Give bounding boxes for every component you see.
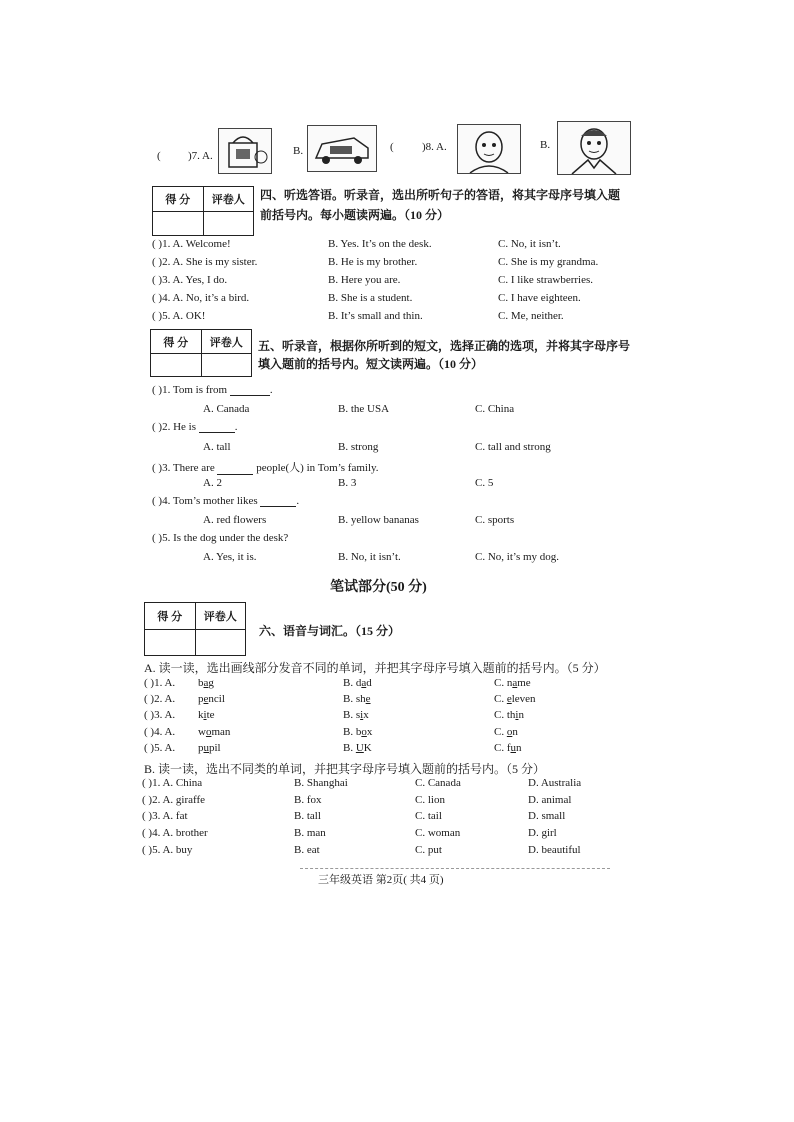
written-part-title: 笔试部分(50 分)	[330, 580, 427, 595]
partA-option-c	[494, 709, 524, 721]
partB-option-c: C. put	[415, 844, 442, 856]
q8-option-b-picture	[557, 121, 631, 175]
section5-q3-option-b: B. 3	[338, 477, 357, 489]
section4-option-b: B. He is my brother.	[328, 256, 418, 268]
underlined-letter: o	[506, 726, 513, 738]
young-man-face-icon	[558, 122, 630, 174]
section5-q2-option-b: B. strong	[338, 441, 379, 453]
underlined-letter: e	[365, 693, 371, 705]
partB-option-c: C. lion	[415, 794, 445, 806]
section6-title: 六、语音与词汇。（15 分）	[259, 624, 401, 638]
reviewer-label: 评卷人	[211, 194, 245, 206]
section5-q2-option-c: C. tall and strong	[475, 441, 551, 453]
underlined-letter: i	[515, 709, 519, 721]
word-part: p	[198, 693, 204, 705]
reviewer-cell[interactable]	[196, 630, 246, 656]
partA-option-a	[198, 693, 225, 705]
word-part: B. s	[343, 709, 361, 721]
partA-option-c	[494, 742, 522, 754]
partB-option-a: ( )3. A. fat	[142, 810, 188, 822]
underlined-letter: i	[360, 709, 364, 721]
score-label: 得 分	[145, 603, 196, 629]
partB-option-d: D. beautiful	[528, 844, 581, 856]
section5-q2-option-a: A. tall	[203, 441, 231, 453]
partB-option-b: B. Shanghai	[294, 777, 348, 789]
partA-option-a	[198, 677, 214, 689]
answer-blank[interactable]	[260, 506, 296, 507]
footer-divider	[300, 868, 610, 869]
word-part: p	[198, 742, 204, 754]
word-part: C.	[494, 726, 507, 738]
q7-paren: (	[157, 150, 161, 162]
partA-q-number: ( )5. A.	[144, 742, 176, 754]
section4-q-stem: ( )1. A. Welcome!	[152, 238, 231, 250]
partA-option-a	[198, 726, 230, 738]
section4-option-c: C. I have eighteen.	[498, 292, 581, 304]
partB-option-c: C. woman	[415, 827, 461, 839]
answer-blank[interactable]	[217, 474, 253, 475]
section5-q4-option-c: C. sports	[475, 514, 515, 526]
section5-q4-option-b: B. yellow bananas	[338, 514, 419, 526]
word-part: d	[366, 677, 372, 689]
partB-option-b: B. fox	[294, 794, 322, 806]
partA-option-b	[343, 726, 372, 738]
word-part: x	[363, 709, 369, 721]
section4-option-b: B. It’s small and thin.	[328, 310, 423, 322]
partA-option-b	[343, 742, 372, 754]
question-text: ( )1. Tom is from	[152, 384, 228, 396]
partA-option-b	[343, 677, 372, 689]
underlined-letter: a	[203, 677, 209, 689]
underlined-letter: u	[510, 742, 516, 754]
partB-option-a: ( )4. A. brother	[142, 827, 208, 839]
section5-q3-option-c: C. 5	[475, 477, 494, 489]
section4-q-stem: ( )4. A. No, it’s a bird.	[152, 292, 250, 304]
section4-title-line2: 前括号内。每小题读两遍。（10 分）	[260, 208, 450, 222]
word-part: B. b	[343, 726, 362, 738]
underlined-letter: U	[355, 742, 364, 754]
q7-b-label: B.	[293, 145, 304, 157]
q8-label: )8. A.	[422, 141, 447, 153]
question-text: ( )4. Tom’s mother likes	[152, 495, 258, 507]
grandpa-face-icon	[458, 125, 520, 173]
word-part: g	[208, 677, 214, 689]
section5-q5-option-c: C. No, it’s my dog.	[475, 551, 560, 563]
section4-option-c: C. No, it isn’t.	[498, 238, 561, 250]
partB-option-d: D. small	[528, 810, 566, 822]
reviewer-cell[interactable]	[204, 212, 254, 236]
partA-q-number: ( )4. A.	[144, 726, 176, 738]
partA-q-number: ( )1. A.	[144, 677, 176, 689]
word-part: C. f	[494, 742, 511, 754]
q7-label: )7. A.	[188, 150, 213, 162]
word-part: C. th	[494, 709, 516, 721]
partA-q-number: ( )3. A.	[144, 709, 176, 721]
partA-option-b	[343, 693, 371, 705]
word-part: leven	[511, 693, 536, 705]
q8-paren: (	[390, 141, 394, 153]
section5-q5-option-b: B. No, it isn’t.	[338, 551, 401, 563]
reviewer-label: 评卷人	[209, 336, 243, 349]
partB-option-b: B. man	[294, 827, 326, 839]
underlined-letter: a	[361, 677, 367, 689]
section5-question-5: ( )5. Is the dog under the desk?	[152, 532, 289, 544]
question-text: ( )2. He is	[152, 421, 196, 433]
partA-option-c	[494, 677, 531, 689]
word-part: n	[516, 742, 522, 754]
word-part: n	[518, 709, 524, 721]
partB-option-a: ( )5. A. buy	[142, 844, 193, 856]
section4-q-stem: ( )5. A. OK!	[152, 310, 206, 322]
underlined-letter: e	[203, 693, 209, 705]
word-part: me	[517, 677, 531, 689]
section6-partB-title: B. 读一读，选出不同类的单词，并把其字母序号填入题前的括号内。（5 分）	[144, 762, 546, 776]
word-part: B. sh	[343, 693, 366, 705]
word-part: te	[206, 709, 215, 721]
score-cell[interactable]	[153, 212, 204, 236]
score-cell[interactable]	[145, 630, 196, 656]
score-box-section4	[152, 186, 254, 236]
section5-title-line2: 填入题前的括号内。短文读两遍。（10 分）	[258, 357, 484, 371]
section4-option-c: C. I like strawberries.	[498, 274, 593, 286]
partA-option-c	[494, 693, 536, 705]
partA-q-number: ( )2. A.	[144, 693, 176, 705]
section5-title-line1: 五、听录音，根据你所听到的短文，选择正确的选项，并将其字母序号	[258, 339, 631, 353]
page-footer: 三年级英语 第2页( 共4 页)	[318, 874, 444, 886]
partA-option-b	[343, 709, 369, 721]
section5-q1-option-c: C. China	[475, 403, 515, 415]
partA-option-a	[198, 709, 215, 721]
section5-question-4: ( )4. Tom’s mother likes .	[152, 495, 300, 507]
partB-option-a: ( )2. A. giraffe	[142, 794, 206, 806]
reviewer-cell[interactable]	[202, 354, 252, 377]
partA-option-c	[494, 726, 518, 738]
section4-q-stem: ( )2. A. She is my sister.	[152, 256, 258, 268]
q8-b-label: B.	[540, 139, 551, 151]
partB-option-a: ( )1. A. China	[142, 777, 203, 789]
section4-option-c: C. She is my grandma.	[498, 256, 599, 268]
partB-option-b: B. tall	[294, 810, 321, 822]
partB-option-d: D. Australia	[528, 777, 582, 789]
section4-option-b: B. Here you are.	[328, 274, 401, 286]
word-part: K	[363, 742, 372, 754]
score-box-section5	[150, 329, 252, 377]
partB-option-c: C. Canada	[415, 777, 461, 789]
word-part: C. n	[494, 677, 513, 689]
question-text-end: people(人) in Tom’s family.	[256, 462, 379, 474]
word-part: ncil	[208, 693, 225, 705]
section4-option-b: B. Yes. It’s on the desk.	[328, 238, 432, 250]
word-part: w	[198, 726, 206, 738]
partB-option-c: C. tail	[415, 810, 442, 822]
section5-q1-option-a: A. Canada	[203, 403, 250, 415]
section5-q1-option-b: B. the USA	[338, 403, 390, 415]
word-part: k	[198, 709, 204, 721]
section4-q-stem: ( )3. A. Yes, I do.	[152, 274, 228, 286]
word-part: B. d	[343, 677, 362, 689]
word-part: n	[512, 726, 518, 738]
underlined-letter: u	[203, 742, 209, 754]
answer-blank[interactable]	[230, 395, 270, 396]
q7-option-a-picture	[218, 128, 272, 174]
partB-option-d: D. girl	[528, 827, 557, 839]
section5-q3-option-a: A. 2	[203, 477, 222, 489]
partB-option-d: D. animal	[528, 794, 572, 806]
answer-blank[interactable]	[199, 432, 235, 433]
partA-option-a	[198, 742, 221, 754]
car-icon	[308, 126, 376, 171]
q8-option-a-picture	[457, 124, 521, 174]
q7-option-b-picture	[307, 125, 377, 172]
word-part: pil	[209, 742, 221, 754]
section6-partA-title: A. 读一读，选出画线部分发音不同的单词，并把其字母序号填入题前的括号内。（5 分）	[144, 661, 606, 675]
partB-option-b: B. eat	[294, 844, 320, 856]
word-part: x	[366, 726, 373, 738]
underlined-letter: e	[506, 693, 512, 705]
section5-question-2: ( )2. He is .	[152, 421, 238, 433]
section5-question-1: ( )1. Tom is from .	[152, 384, 273, 396]
underlined-letter: a	[512, 677, 518, 689]
section4-option-c: C. Me, neither.	[498, 310, 564, 322]
word-part: b	[198, 677, 204, 689]
word-part: C.	[494, 693, 507, 705]
section4-option-b: B. She is a student.	[328, 292, 413, 304]
question-text: ( )3. There are	[152, 462, 215, 474]
section4-title-line1: 四、听选答语。听录音，选出所听句子的答语，将其字母序号填入题	[260, 188, 621, 202]
score-box-section6	[144, 602, 246, 656]
gift-bag-icon	[219, 129, 271, 173]
section5-q4-option-a: A. red flowers	[203, 514, 267, 526]
underlined-letter: o	[361, 726, 367, 738]
score-label: 得 分	[151, 330, 202, 353]
reviewer-label: 评卷人	[203, 611, 237, 623]
score-cell[interactable]	[151, 354, 202, 377]
section5-q5-option-a: A. Yes, it is.	[203, 551, 257, 563]
section5-question-3	[152, 459, 379, 475]
underlined-letter: o	[205, 726, 212, 738]
score-label: 得 分	[153, 187, 204, 211]
word-part: B.	[343, 742, 356, 754]
word-part: man	[211, 726, 231, 738]
underlined-letter: i	[203, 709, 207, 721]
